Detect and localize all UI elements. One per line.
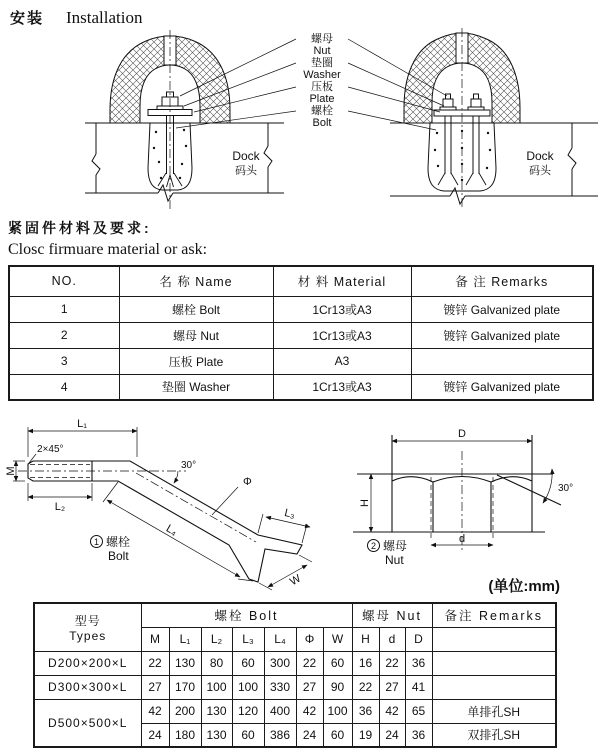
table-row [9, 348, 593, 374]
table-cell: 1Cr13或A3 [273, 296, 411, 322]
table-cell: 41 [405, 675, 432, 699]
table-cell: 螺栓 Bolt [119, 296, 273, 322]
table-cell: 19 [352, 723, 379, 747]
table-row [9, 322, 593, 348]
bolt-dim-labels [5, 418, 304, 588]
type-cell: D300×300×L [34, 675, 141, 699]
table-cell: 130 [201, 699, 232, 723]
sub-header: M [141, 627, 169, 651]
remark-cell [432, 651, 556, 675]
table-cell: 螺母 Nut [119, 322, 273, 348]
dim-label-nut-angle: 30° [558, 483, 574, 494]
col-header-no: NO. [9, 266, 119, 296]
col-header-material: 材 料 Material [273, 266, 411, 296]
table-cell: 36 [352, 699, 379, 723]
dim-label-w: W [288, 572, 303, 589]
col-header-name: 名 称 Name [119, 266, 273, 296]
dim-label-phi: Φ [243, 476, 252, 488]
table-cell: 100 [323, 699, 352, 723]
sub-header: d [379, 627, 405, 651]
table-cell: 镀锌 Galvanized plate [411, 322, 593, 348]
bolt-caption-en: Bolt [108, 549, 129, 563]
table-cell: 27 [296, 675, 323, 699]
nut-outline [353, 435, 561, 551]
table-cell: 36 [405, 723, 432, 747]
types-header-en: Types [69, 628, 107, 643]
label-nut-en: Nut [313, 45, 331, 57]
table-cell: 1 [9, 296, 119, 322]
nut-dim-labels [359, 428, 573, 545]
section-heading-en: Closc firmuare material or ask: [8, 241, 208, 258]
part-labels [303, 31, 341, 129]
dock-label-zh-left: 码头 [235, 165, 257, 177]
bolt-figure-svg [0, 411, 345, 589]
sub-header: L₁ [169, 627, 201, 651]
bolt-caption-zh: 螺栓 [106, 535, 131, 549]
table-cell: 16 [352, 651, 379, 675]
table-cell: 60 [232, 651, 264, 675]
table-cell: 36 [405, 651, 432, 675]
table-cell: 80 [201, 651, 232, 675]
table-cell: 镀锌 Galvanized plate [411, 374, 593, 400]
figure-number: 1 [90, 535, 103, 548]
installation-diagram [0, 28, 600, 214]
label-plate-en: Plate [309, 93, 335, 105]
table-cell: 24 [379, 723, 405, 747]
table-cell: 170 [169, 675, 201, 699]
table-cell: 120 [232, 699, 264, 723]
table-cell: 镀锌 Galvanized plate [411, 296, 593, 322]
figure-number: 2 [367, 539, 380, 552]
dim-label-l4: L₄ [163, 522, 180, 539]
table-cell: 2 [9, 322, 119, 348]
nut-caption-en: Nut [385, 553, 404, 567]
table-cell: 27 [141, 675, 169, 699]
table-cell: 压板 Plate [119, 348, 273, 374]
sub-header: D [405, 627, 432, 651]
nut-figure-caption [367, 539, 407, 567]
label-bolt-zh: 螺栓 [311, 105, 333, 117]
nut-dimensions [371, 441, 552, 545]
label-bolt-en: Bolt [312, 117, 332, 129]
col-header-remarks: 备 注 Remarks [411, 266, 593, 296]
table-cell: 60 [323, 723, 352, 747]
type-cell: D500×500×L [34, 699, 141, 747]
bolt-outline [18, 461, 302, 582]
table-cell: 180 [169, 723, 201, 747]
table-cell: 1Cr13或A3 [273, 322, 411, 348]
table-cell: 200 [169, 699, 201, 723]
page-title-en: Installation [66, 8, 143, 27]
spec-header-row-1 [34, 603, 556, 627]
sub-header: W [323, 627, 352, 651]
type-cell: D200×200×L [34, 651, 141, 675]
table-cell: 22 [296, 651, 323, 675]
table-row [9, 374, 593, 400]
table-cell: 42 [141, 699, 169, 723]
dim-label-angle: 30° [181, 460, 197, 471]
nut-caption-zh: 螺母 [383, 539, 408, 553]
installation-diagram-svg [0, 28, 600, 214]
label-washer-zh: 垫圈 [311, 57, 333, 69]
spec-row-d500-a [34, 699, 556, 723]
materials-header-row [9, 266, 593, 296]
sub-header: H [352, 627, 379, 651]
materials-table [8, 265, 594, 401]
table-cell [411, 348, 593, 374]
table-cell: 90 [323, 675, 352, 699]
unit-note: (单位:mm) [488, 578, 560, 595]
table-cell: 42 [296, 699, 323, 723]
sub-header: Φ [296, 627, 323, 651]
dim-label-D: D [458, 428, 466, 440]
dim-label-chamfer: 2×45° [37, 444, 64, 455]
table-cell: 65 [405, 699, 432, 723]
table-cell: 22 [141, 651, 169, 675]
remark-cell [432, 675, 556, 699]
dock-label-en-left: Dock [232, 149, 260, 163]
table-cell: 400 [264, 699, 296, 723]
bolt-figure-caption [90, 535, 130, 563]
label-plate-zh: 压板 [311, 81, 333, 93]
dim-label-l2: L₂ [54, 501, 66, 513]
table-cell: 42 [379, 699, 405, 723]
table-cell: 垫圈 Washer [119, 374, 273, 400]
label-washer-en: Washer [303, 69, 341, 81]
remark-cell: 双排孔SH [432, 723, 556, 747]
table-cell: 100 [201, 675, 232, 699]
table-cell: 100 [232, 675, 264, 699]
spec-row-d200 [34, 651, 556, 675]
page-header [0, 0, 600, 28]
page-title-zh: 安装 [10, 10, 45, 27]
types-header-zh: 型号 [74, 613, 101, 628]
sub-header: L₄ [264, 627, 296, 651]
table-cell: 60 [232, 723, 264, 747]
table-cell: 386 [264, 723, 296, 747]
fastener-section-heading [0, 214, 600, 261]
table-cell: 1Cr13或A3 [273, 374, 411, 400]
group-header-nut: 螺母 Nut [352, 603, 432, 627]
dim-label-m: M [5, 466, 17, 476]
section-heading-zh: 紧固件材料及要求: [8, 220, 152, 236]
table-cell: 3 [9, 348, 119, 374]
table-cell: 130 [169, 651, 201, 675]
remark-cell: 单排孔SH [432, 699, 556, 723]
table-cell: 130 [201, 723, 232, 747]
sub-header: L₃ [232, 627, 264, 651]
spec-table [33, 602, 557, 748]
dim-label-d: d [458, 533, 466, 545]
dim-label-l1: L₁ [77, 418, 87, 430]
right-fender-drawing [390, 28, 598, 210]
sub-header: L₂ [201, 627, 232, 651]
group-header-bolt: 螺栓 Bolt [141, 603, 352, 627]
dock-label-zh-right: 码头 [529, 165, 551, 177]
col-header-remarks: 备注 Remarks [432, 603, 556, 627]
dim-label-l3: L₃ [283, 507, 297, 522]
table-cell: 330 [264, 675, 296, 699]
spec-row-d300 [34, 675, 556, 699]
table-cell: 24 [141, 723, 169, 747]
table-row [9, 296, 593, 322]
table-cell: 300 [264, 651, 296, 675]
table-cell: 24 [296, 723, 323, 747]
nut-figure [345, 411, 595, 579]
table-cell: A3 [273, 348, 411, 374]
dock-label-en-right: Dock [526, 149, 554, 163]
col-header-types [34, 603, 141, 651]
bolt-figure [0, 411, 345, 589]
table-cell: 4 [9, 374, 119, 400]
table-cell: 22 [352, 675, 379, 699]
left-fender-drawing [85, 30, 284, 210]
table-cell: 27 [379, 675, 405, 699]
table-cell: 60 [323, 651, 352, 675]
sub-header-remarks-blank [432, 627, 556, 651]
table-cell: 22 [379, 651, 405, 675]
dim-label-H: H [359, 499, 371, 507]
label-nut-zh: 螺母 [311, 33, 333, 45]
